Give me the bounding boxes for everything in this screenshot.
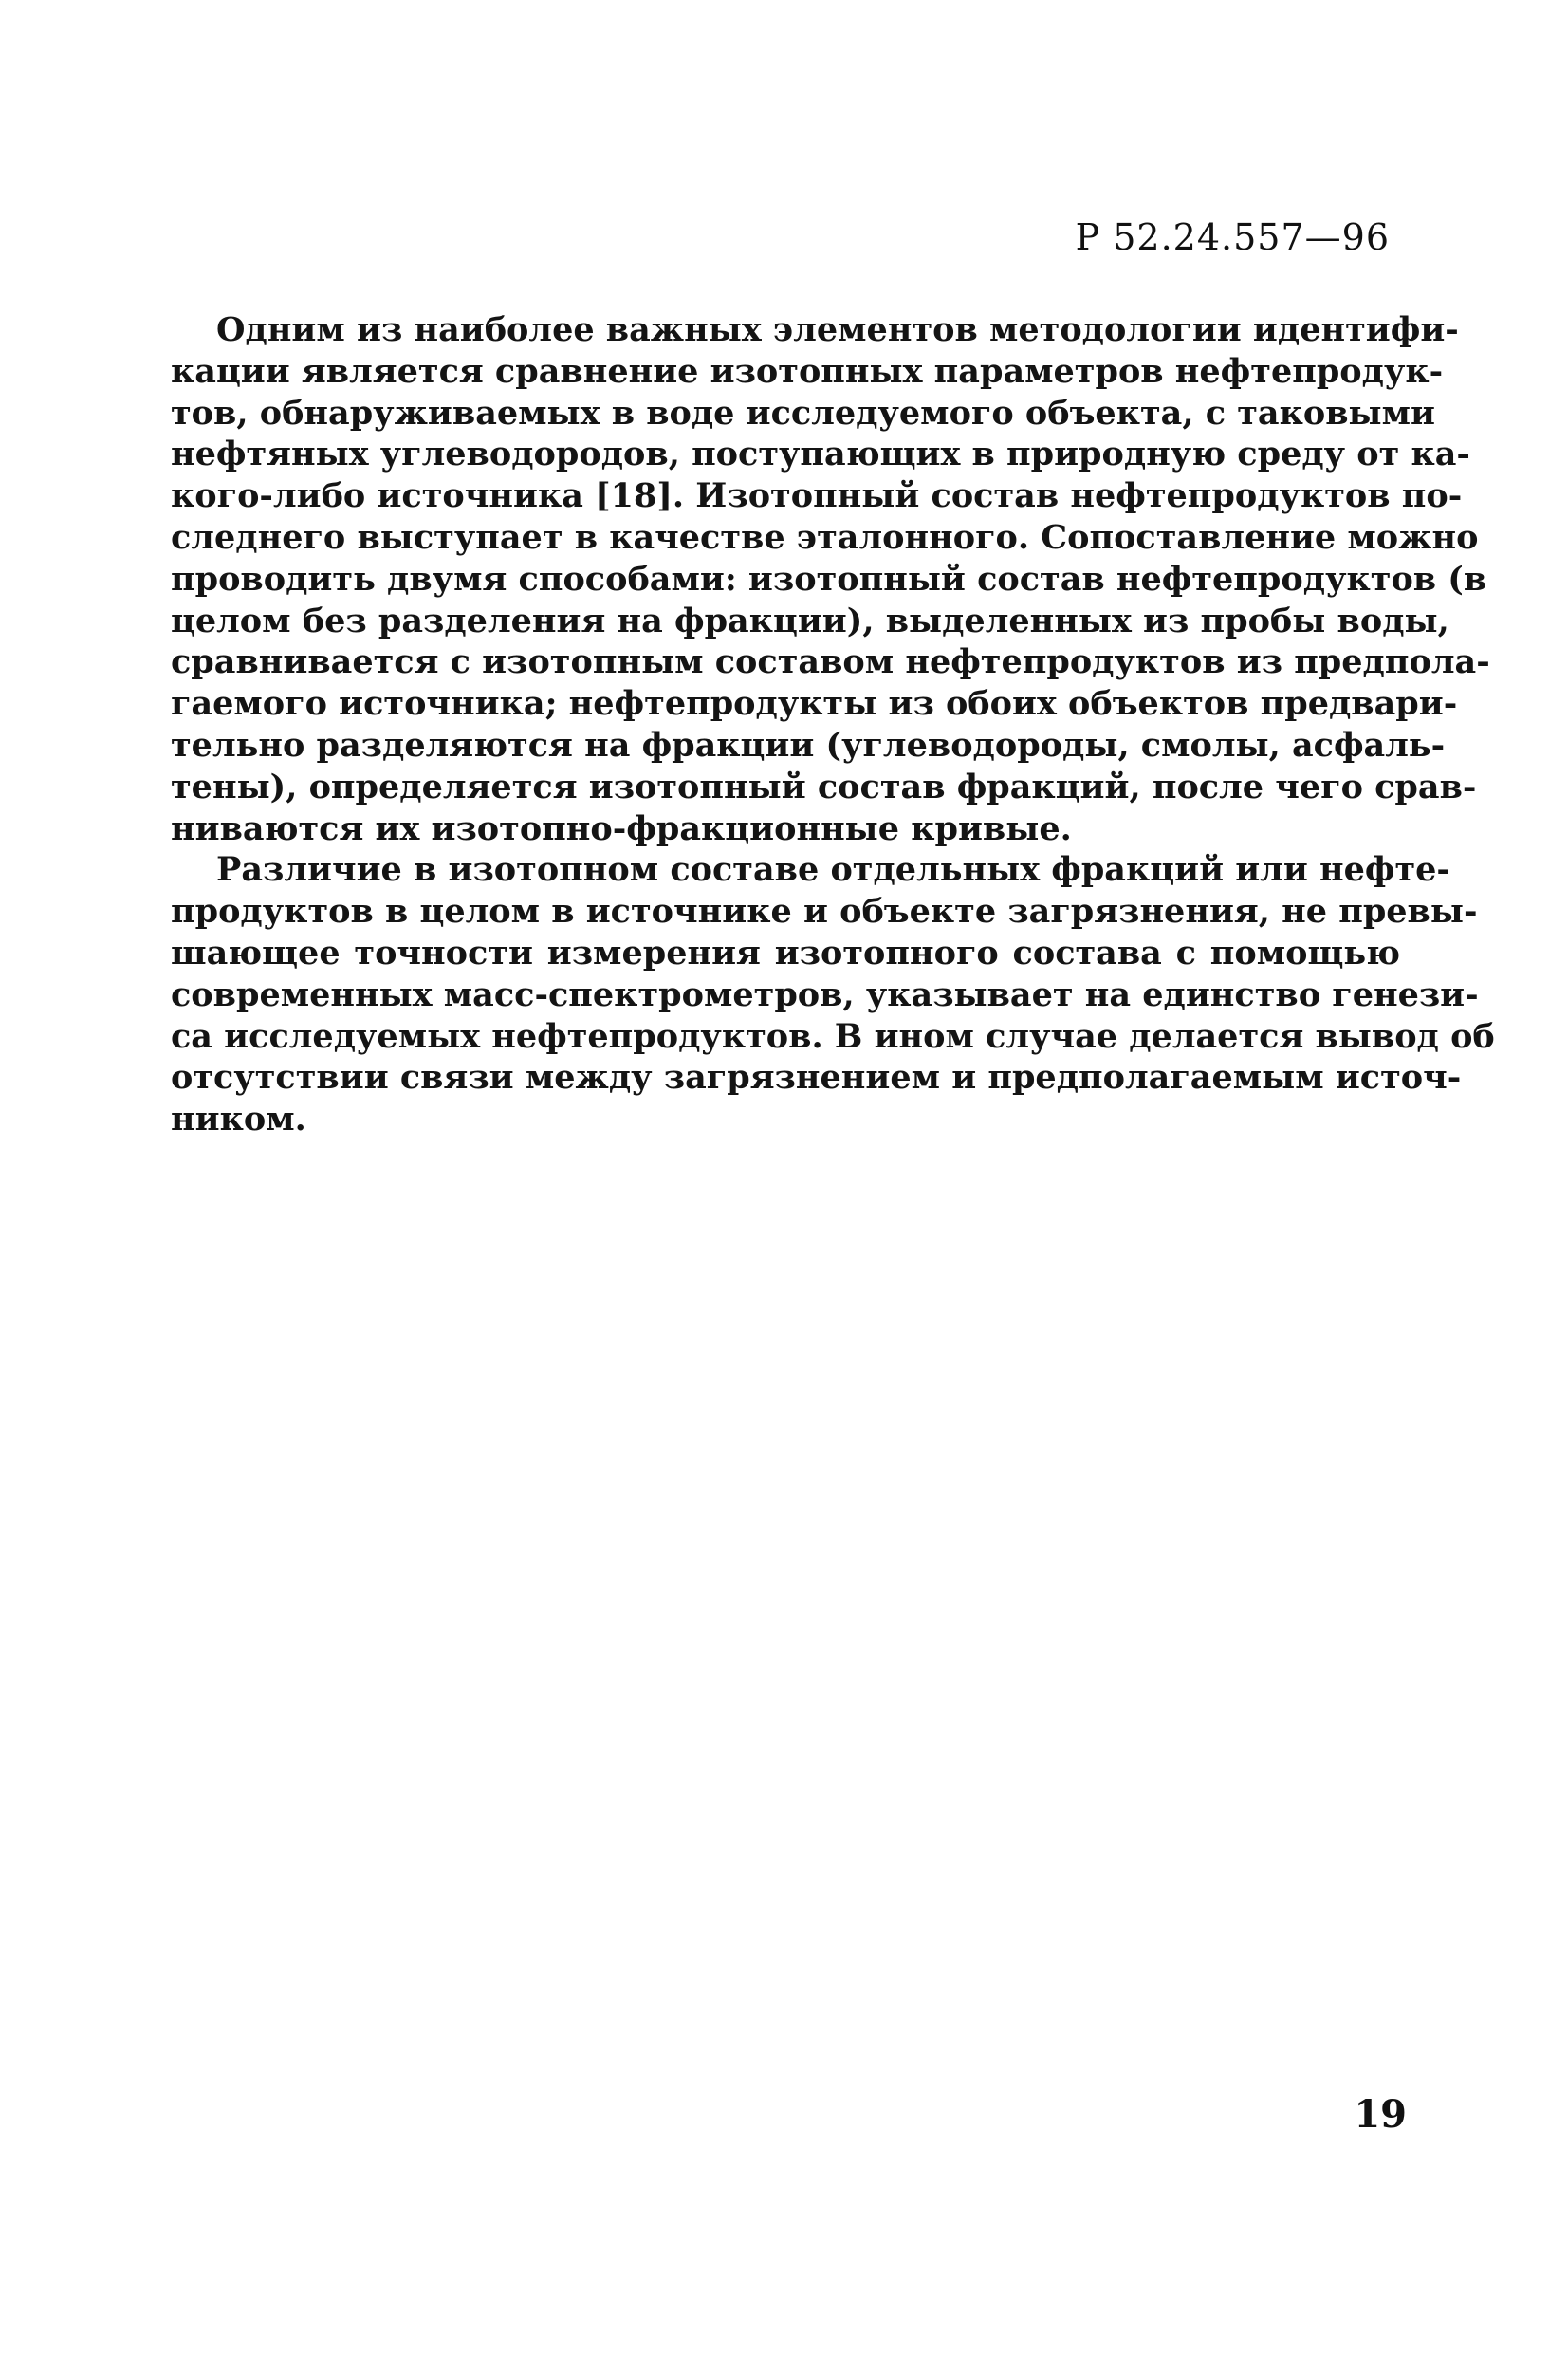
text-line: гаемого источника; нефтепродукты из обоих объектов предвари- bbox=[171, 684, 1458, 724]
text-line: шающее точности измерения изотопного состава с помощью bbox=[171, 933, 1400, 973]
body-text bbox=[171, 309, 1495, 1140]
text-line: ником. bbox=[171, 1100, 306, 1140]
text-line: современных масс-спектрометров, указывает на единство генези- bbox=[171, 974, 1479, 1014]
text-line: тены), определяется изотопный состав фракций, после чего срав- bbox=[171, 767, 1477, 806]
text-line: кации является сравнение изотопных параметров нефтепродук- bbox=[171, 351, 1444, 391]
text-line: сравнивается с изотопным составом нефтепродуктов из предпола- bbox=[171, 642, 1490, 682]
text-line: нефтяных углеводородов, поступающих в природную среду от ка- bbox=[171, 435, 1470, 474]
text-line: Одним из наиболее важных элементов методологии идентифи- bbox=[216, 310, 1459, 349]
text-line: отсутствии связи между загрязнением и предполагаемым источ- bbox=[171, 1058, 1462, 1098]
text-line: тов, обнаруживаемых в воде исследуемого объекта, с таковыми bbox=[171, 393, 1435, 433]
text-line: са исследуемых нефтепродуктов. В ином случае делается вывод об bbox=[171, 1016, 1495, 1056]
text-line: следнего выступает в качестве эталонного. Сопоставление можно bbox=[171, 517, 1479, 557]
text-line: тельно разделяются на фракции (углеводороды, смолы, асфаль- bbox=[171, 725, 1446, 765]
text-line: Различие в изотопном составе отдельных фракций или нефте- bbox=[216, 850, 1450, 890]
text-line: продуктов в целом в источнике и объекте загрязнения, не превы- bbox=[171, 892, 1478, 932]
text-line: кого-либо источника [18]. Изотопный состав нефтепродуктов по- bbox=[171, 476, 1463, 516]
text-line: проводить двумя способами: изотопный состав нефтепродуктов (в bbox=[171, 559, 1487, 599]
text-line: целом без разделения на фракции), выделенных из пробы воды, bbox=[171, 601, 1449, 640]
paragraph-2 bbox=[171, 849, 1495, 1140]
text-line: ниваются их изотопно-фракционные кривые. bbox=[171, 808, 1072, 848]
page-number: 19 bbox=[1354, 2092, 1407, 2137]
document-code: Р 52.24.557—96 bbox=[1075, 216, 1390, 258]
paragraph-1 bbox=[171, 309, 1490, 849]
